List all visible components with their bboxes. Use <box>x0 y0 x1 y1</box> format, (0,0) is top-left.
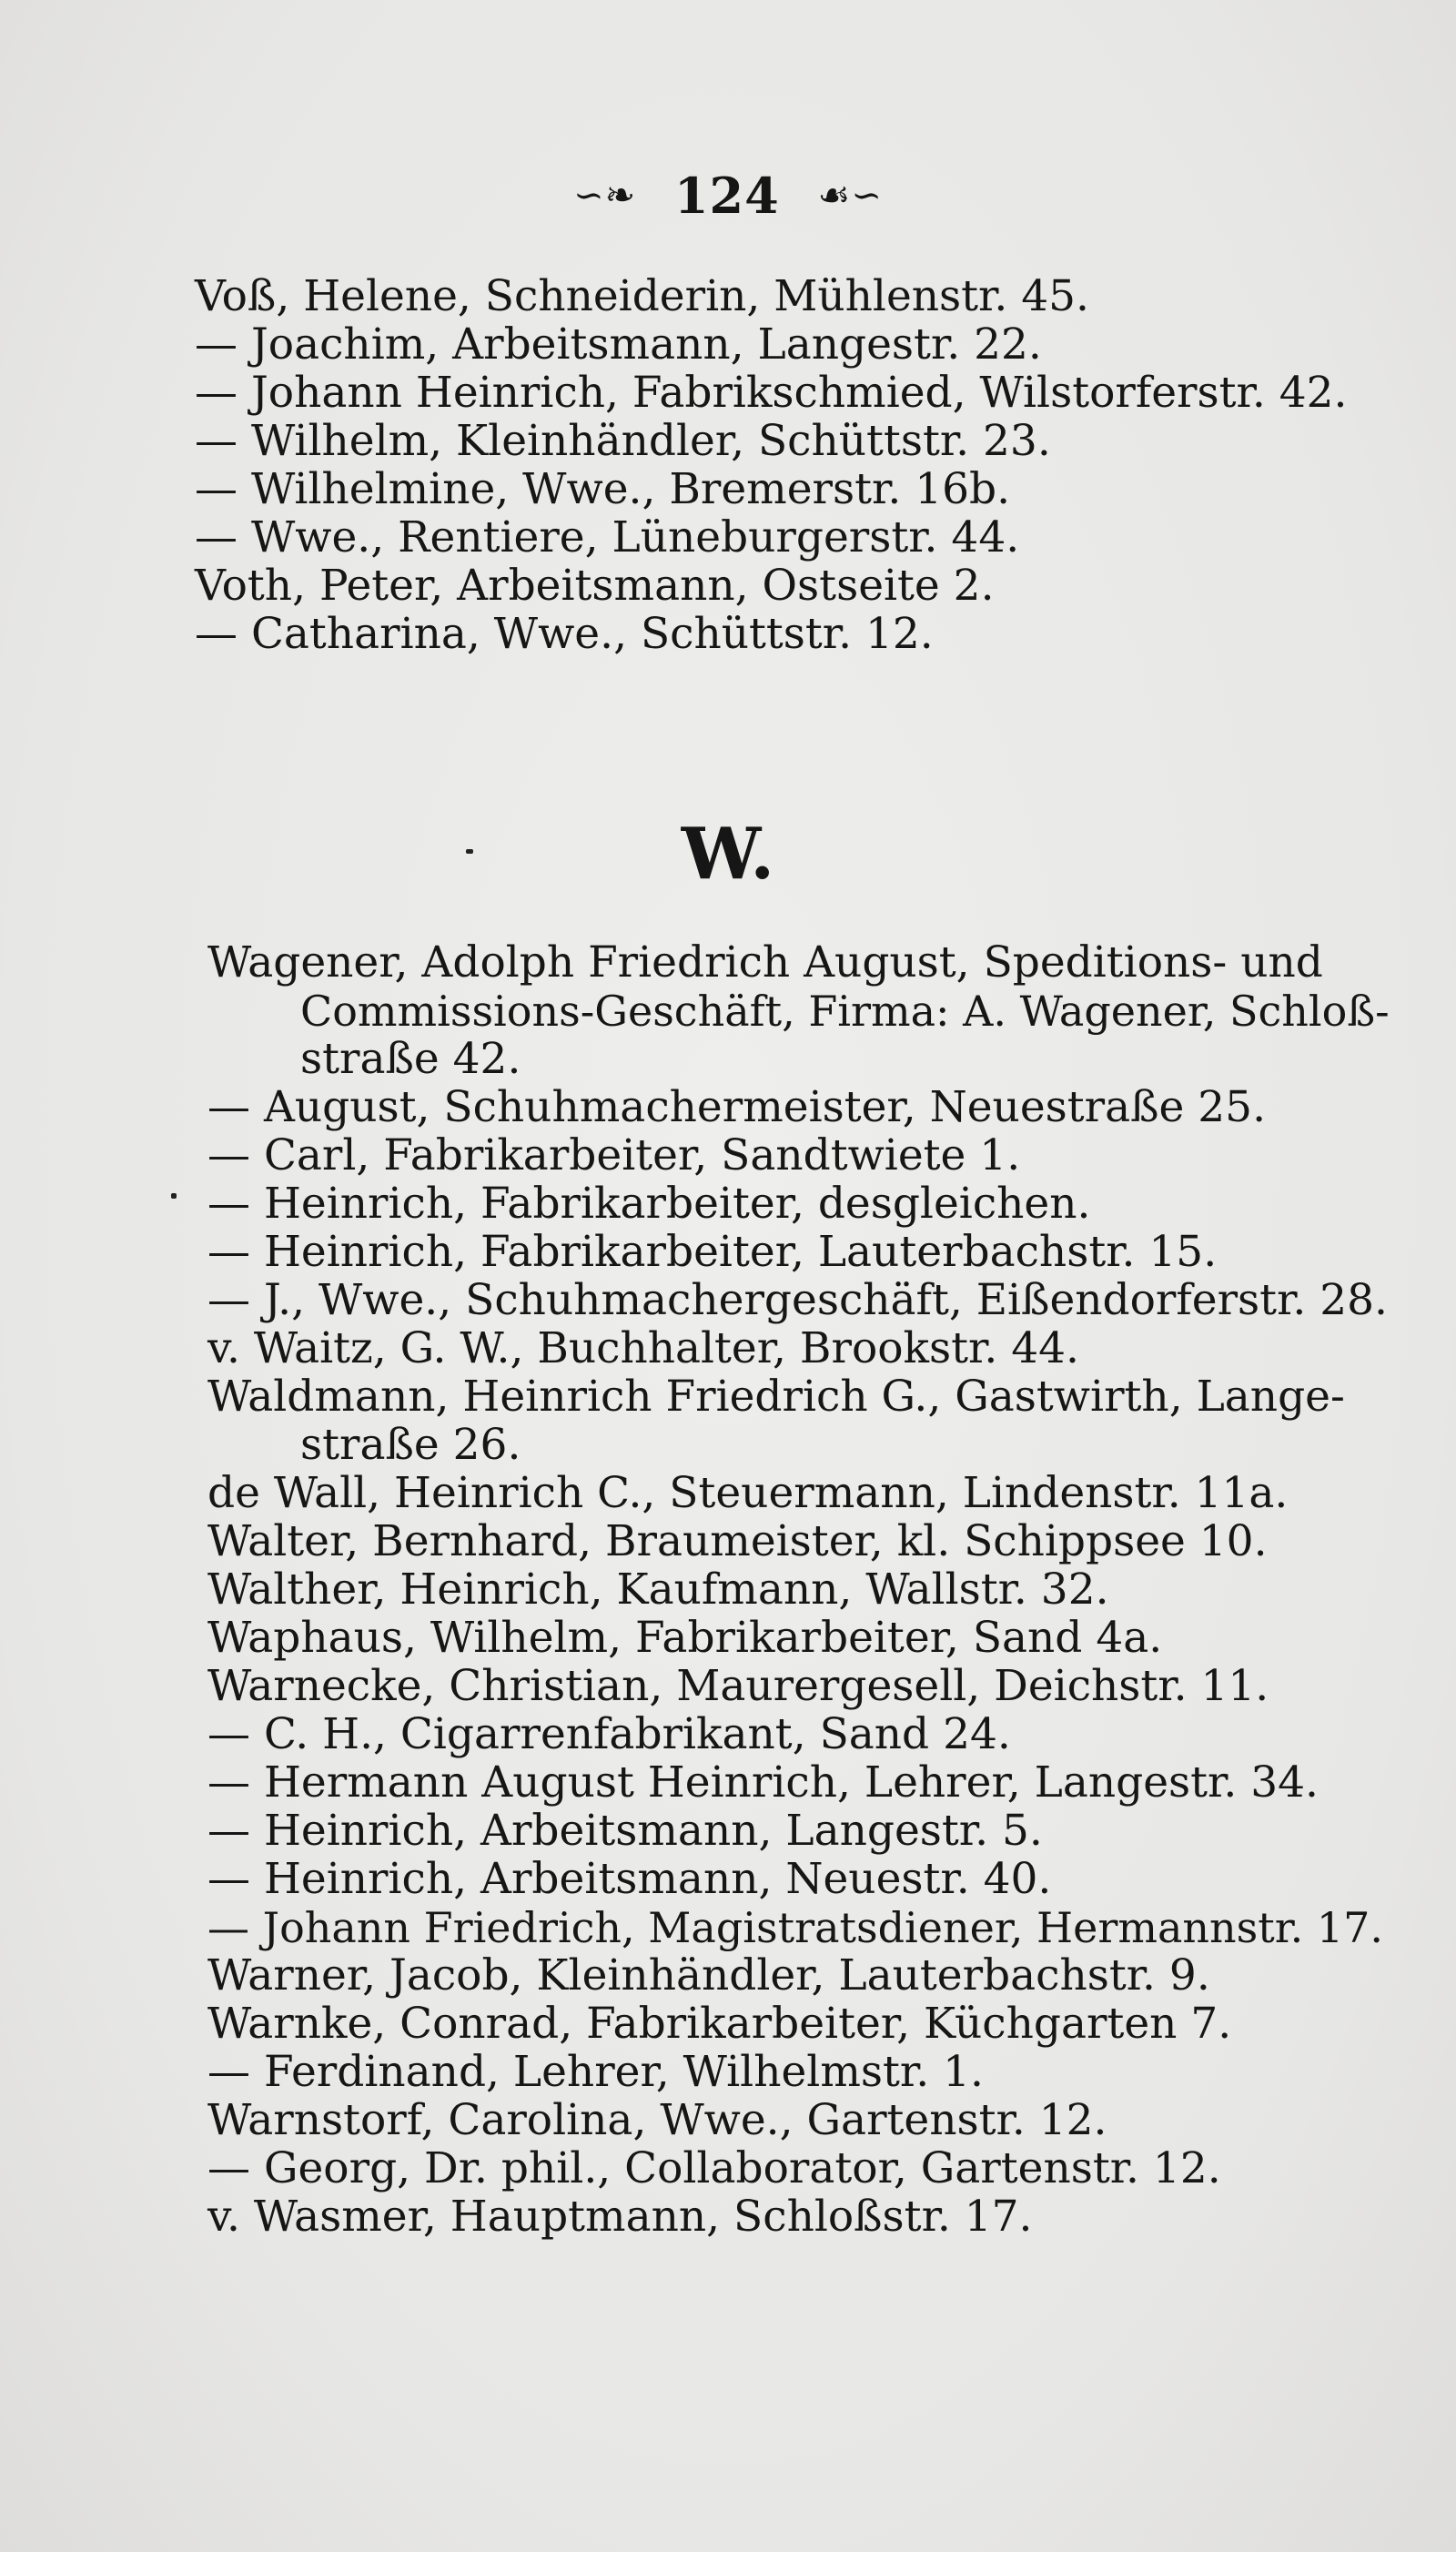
entry-line: — Catharina, Wwe., Schüttstr. 12. <box>195 609 934 659</box>
entry-line: Walther, Heinrich, Kaufmann, Wallstr. 32. <box>207 1565 1109 1615</box>
entry-line: de Wall, Heinrich C., Steuermann, Lindenstr. 11a. <box>207 1468 1289 1518</box>
print-speck <box>171 1193 177 1199</box>
entry-line: straße 26. <box>300 1420 521 1470</box>
entry-line: — Georg, Dr. phil., Collaborator, Gartenstr. 12. <box>207 2143 1221 2193</box>
entry-line: Commissions-Geschäft, Firma: A. Wagener, Schloß- <box>300 987 1390 1036</box>
entry-line: Voß, Helene, Schneiderin, Mühlenstr. 45. <box>195 271 1089 321</box>
ornament-right-icon: ☙∽ <box>817 174 883 217</box>
entry-line: — Carl, Fabrikarbeiter, Sandtwiete 1. <box>207 1130 1021 1180</box>
ornament-left-icon: ∽❧ <box>573 174 637 217</box>
entry-line: — Wilhelmine, Wwe., Bremerstr. 16b. <box>195 464 1011 514</box>
entry-line: — Heinrich, Fabrikarbeiter, desgleichen. <box>207 1179 1091 1229</box>
entry-line: — Joachim, Arbeitsmann, Langestr. 22. <box>195 319 1042 370</box>
entry-line: — Heinrich, Arbeitsmann, Langestr. 5. <box>207 1806 1043 1856</box>
page-header <box>0 162 1456 225</box>
entry-line: v. Wasmer, Hauptmann, Schloßstr. 17. <box>207 2192 1033 2242</box>
entry-line: Warnstorf, Carolina, Wwe., Gartenstr. 12. <box>207 2095 1107 2145</box>
entry-line: Voth, Peter, Arbeitsmann, Ostseite 2. <box>195 561 995 611</box>
entry-line: — Heinrich, Arbeitsmann, Neuestr. 40. <box>207 1854 1052 1904</box>
entry-line: — C. H., Cigarrenfabrikant, Sand 24. <box>207 1709 1011 1759</box>
entry-line: — Wilhelm, Kleinhändler, Schüttstr. 23. <box>195 416 1051 466</box>
entry-line: — Johann Heinrich, Fabrikschmied, Wilstorferstr. 42. <box>195 368 1348 418</box>
entry-line: Wagener, Adolph Friedrich August, Speditions- und <box>207 937 1323 987</box>
entry-line: — J., Wwe., Schuhmachergeschäft, Eißendorferstr. 28. <box>207 1275 1388 1325</box>
entry-line: Walter, Bernhard, Braumeister, kl. Schippsee 10. <box>207 1516 1268 1566</box>
page-number: 124 <box>673 166 780 225</box>
entry-line: Waphaus, Wilhelm, Fabrikarbeiter, Sand 4a. <box>207 1613 1163 1663</box>
entry-line: — Ferdinand, Lehrer, Wilhelmstr. 1. <box>207 2047 984 2097</box>
entry-line: — Hermann August Heinrich, Lehrer, Langestr. 34. <box>207 1757 1319 1808</box>
entry-line: v. Waitz, G. W., Buchhalter, Brookstr. 44. <box>207 1323 1079 1373</box>
entry-line: — Wwe., Rentiere, Lüneburgerstr. 44. <box>195 512 1020 562</box>
entry-line: — Heinrich, Fabrikarbeiter, Lauterbachstr. 15. <box>207 1227 1218 1277</box>
entry-line: Waldmann, Heinrich Friedrich G., Gastwirth, Lange- <box>207 1372 1345 1422</box>
entry-line: straße 42. <box>300 1034 521 1084</box>
entry-line: — August, Schuhmachermeister, Neuestraße 25. <box>207 1082 1267 1132</box>
entry-line: Warnecke, Christian, Maurergesell, Deichstr. 11. <box>207 1661 1269 1711</box>
entry-line: Warner, Jacob, Kleinhändler, Lauterbachstr. 9. <box>207 1950 1210 2000</box>
entry-line: Warnke, Conrad, Fabrikarbeiter, Küchgarten 7. <box>207 1999 1232 2049</box>
section-letter: W. <box>681 813 775 896</box>
entry-line: — Johann Friedrich, Magistratsdiener, Hermannstr. 17. <box>207 1903 1384 1952</box>
